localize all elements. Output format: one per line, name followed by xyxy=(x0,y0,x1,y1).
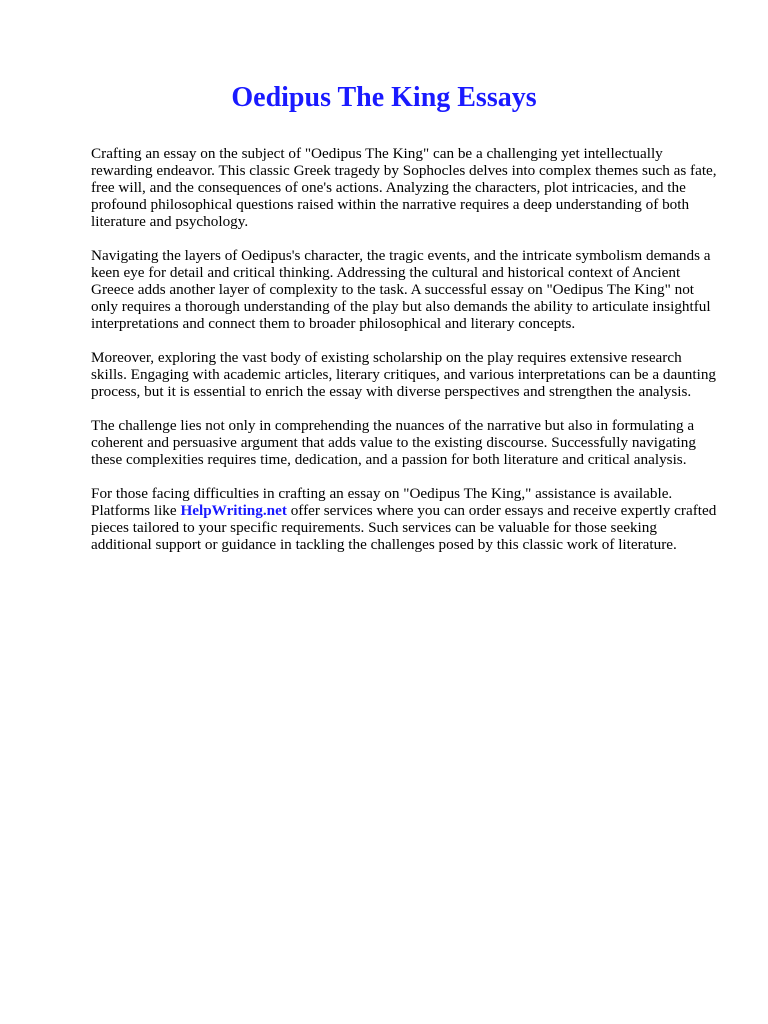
document-body xyxy=(91,145,721,570)
paragraph-5 xyxy=(91,485,721,553)
helpwriting-link[interactable]: HelpWriting.net xyxy=(180,502,287,519)
paragraph-5-before-link: For those facing difficulties in crafting an essay on "Oedipus The King," assistance is available. Platforms like xyxy=(91,485,673,519)
paragraph-4: The challenge lies not only in comprehending the nuances of the narrative but also in formulating a coherent and persuasive argument that adds value to the existing discourse. Successfully navigating these complexities requires time, dedication, and a passion for both literature and critical analysis. xyxy=(91,417,696,468)
paragraph-2: Navigating the layers of Oedipus's character, the tragic events, and the intricate symbolism demands a keen eye for detail and critical thinking. Addressing the cultural and historical context of Ancient Greece adds another layer of complexity to the task. A successful essay on "Oedipus The King" not only requires a thorough understanding of the play but also demands the ability to articulate insightful interpretations and connect them to broader philosophical and literary concepts. xyxy=(91,247,711,332)
page-title: Oedipus The King Essays xyxy=(231,82,537,113)
paragraph-5-after-link: offer services where you can order essays and receive expertly crafted pieces tailored to your specific requirements. Such services can be valuable for those seeking additional support or guidance in tackling the challenges posed by this classic work of literature. xyxy=(91,502,717,553)
paragraph-3: Moreover, exploring the vast body of existing scholarship on the play requires extensive research skills. Engaging with academic articles, literary critiques, and various interpretations can be a daunting process, but it is essential to enrich the essay with diverse perspectives and strengthen the analysis. xyxy=(91,349,717,400)
paragraph-1: Crafting an essay on the subject of "Oedipus The King" can be a challenging yet intellectually rewarding endeavor. This classic Greek tragedy by Sophocles delves into complex themes such as fate, free will, and the consequences of one's actions. Analyzing the characters, plot intricacies, and the profound philosophical questions raised within the narrative requires a deep understanding of both literature and psychology. xyxy=(91,145,717,230)
